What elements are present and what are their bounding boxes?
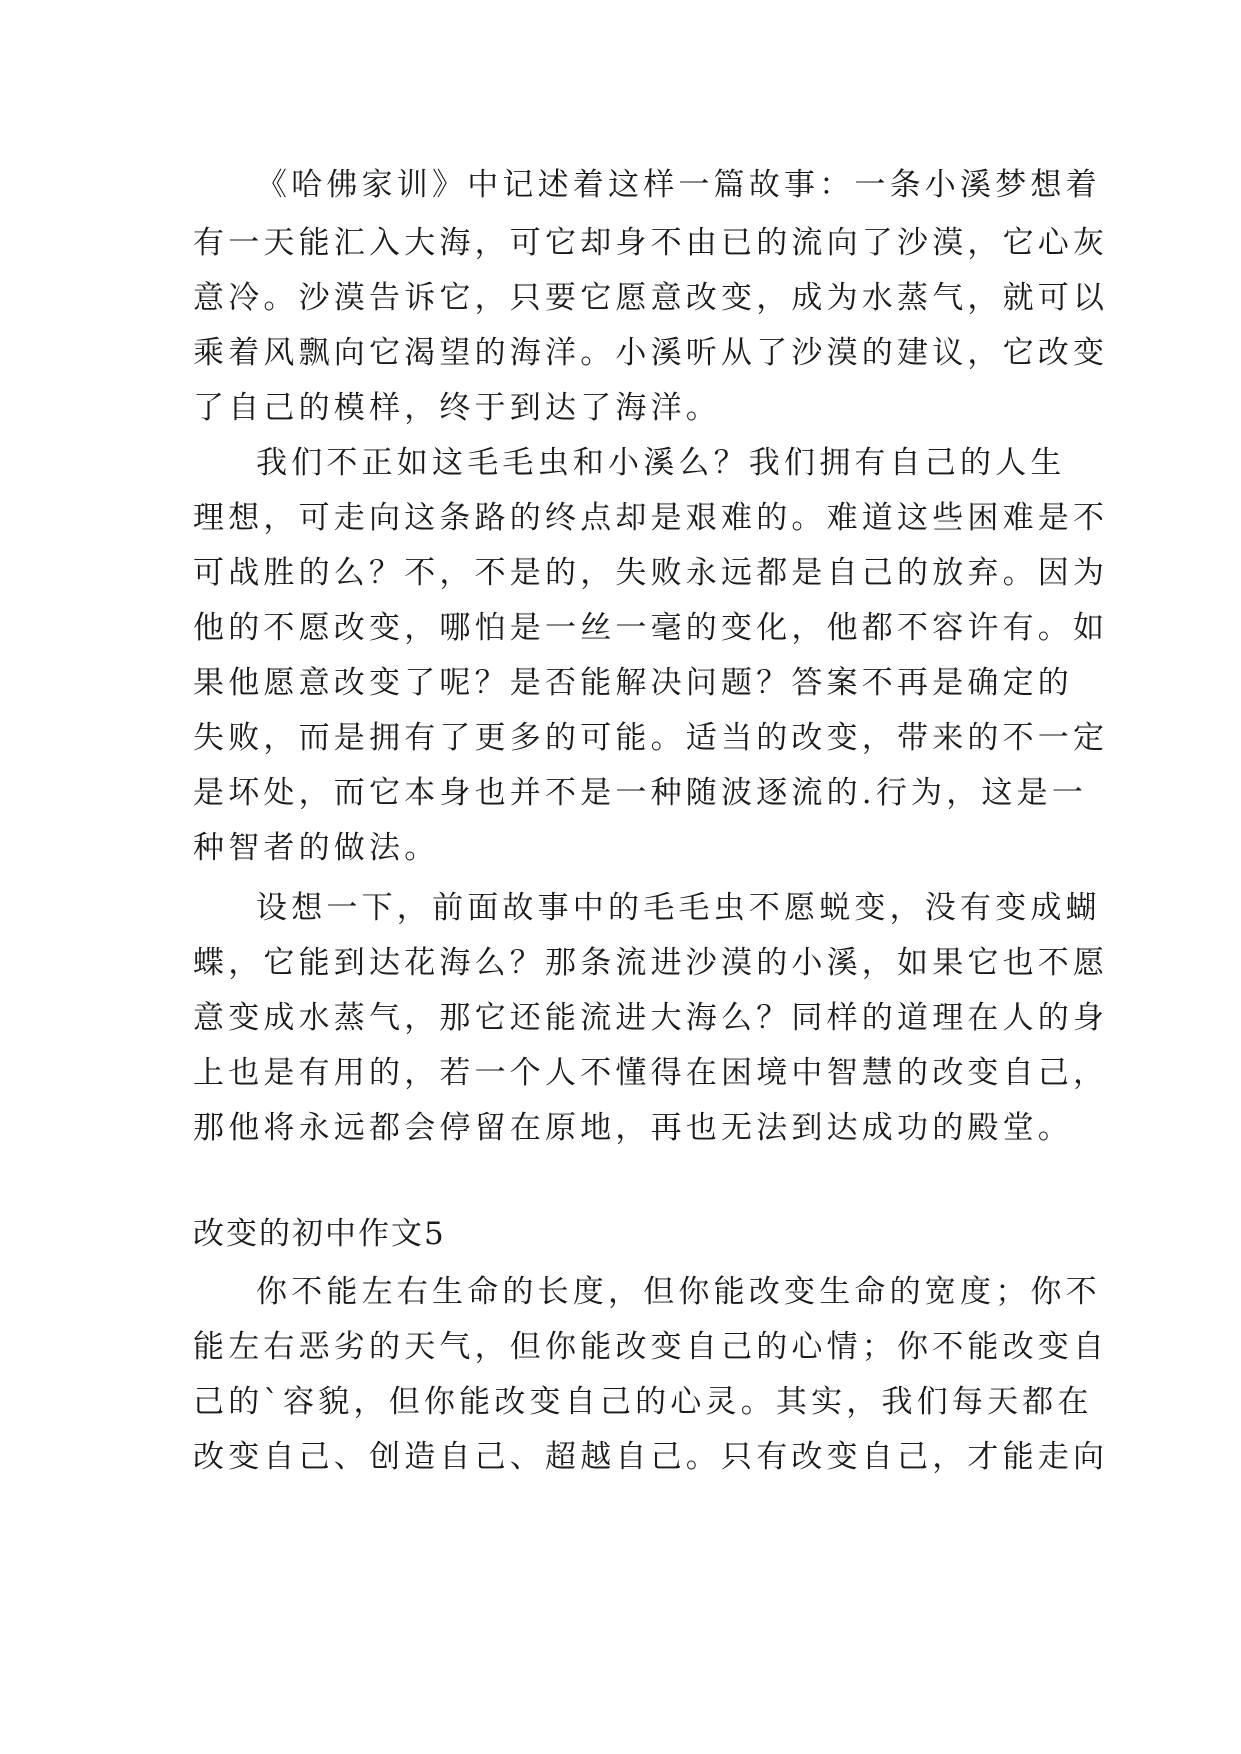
- text-line: 《哈佛家训》中记述着这样一篇故事：一条小溪梦想着: [256, 167, 1101, 203]
- text-line: 乘着风飘向它渴望的海洋。小溪听从了沙漠的建议，它改变: [193, 335, 1109, 371]
- text-line: 己的`容貌，但你能改变自己的心灵。其实，我们每天都在: [193, 1384, 1093, 1420]
- text-line: 那他将永远都会停留在原地，再也无法到达成功的殿堂。: [193, 1110, 1073, 1146]
- text-line: 果他愿意改变了呢？是否能解决问题？答案不再是确定的: [193, 665, 1073, 701]
- text-line: 蝶，它能到达花海么？那条流进沙漠的小溪，如果它也不愿: [193, 945, 1109, 981]
- text-line: 意冷。沙漠告诉它，只要它愿意改变，成为水蒸气，就可以: [193, 280, 1109, 316]
- text-line: 失败，而是拥有了更多的可能。适当的改变，带来的不一定: [193, 720, 1109, 756]
- text-line: 意变成水蒸气，那它还能流进大海么？同样的道理在人的身: [193, 1000, 1109, 1036]
- text-line: 是坏处，而它本身也并不是一种随波逐流的.行为，这是一: [193, 775, 1088, 811]
- text-line: 种智者的做法。: [193, 830, 440, 866]
- text-line: 我们不正如这毛毛虫和小溪么？我们拥有自己的人生: [256, 445, 1066, 481]
- text-line: 他的不愿改变，哪怕是一丝一毫的变化，他都不容许有。如: [193, 610, 1109, 646]
- text-line: 理想，可走向这条路的终点却是艰难的。难道这些困难是不: [193, 500, 1109, 536]
- section-heading: 改变的初中作文5: [193, 1216, 446, 1252]
- text-line: 可战胜的么？不，不是的，失败永远都是自己的放弃。因为: [193, 555, 1109, 591]
- text-line: 设想一下，前面故事中的毛毛虫不愿蜕变，没有变成蝴: [256, 890, 1101, 926]
- text-line: 改变自己、创造自己、超越自己。只有改变自己，才能走向: [193, 1439, 1109, 1475]
- text-line: 了自己的模样，终于到达了海洋。: [193, 390, 721, 426]
- text-line: 上也是有用的，若一个人不懂得在困境中智慧的改变自己，: [193, 1055, 1109, 1091]
- text-line: 你不能左右生命的长度，但你能改变生命的宽度；你不: [256, 1274, 1101, 1310]
- text-line: 能左右恶劣的天气，但你能改变自己的心情；你不能改变自: [193, 1329, 1109, 1365]
- text-line: 有一天能汇入大海，可它却身不由已的流向了沙漠，它心灰: [193, 225, 1109, 261]
